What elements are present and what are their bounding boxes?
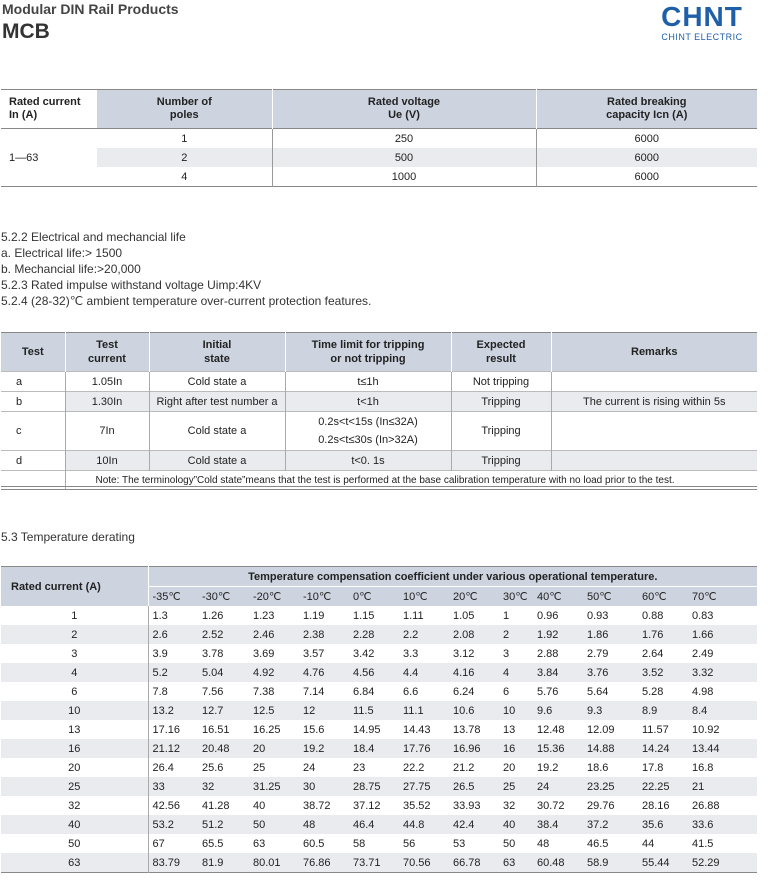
test-current: 1.30In [65,392,149,412]
coefficient-cell: 76.86 [299,853,349,873]
test-current: 7In [65,412,149,451]
coefficient-cell: 14.88 [583,739,638,758]
initial-state: Cold state a [149,412,285,451]
initial-state: Cold state a [149,451,285,471]
coefficient-cell: 10 [499,701,533,720]
coefficient-cell: 50 [503,837,516,850]
header-compensation: Temperature compensation coefficient under various operational temperature. [148,567,757,587]
coefficient-cell: 83.79 [148,853,198,873]
header-rated-current: Rated current (A) [1,567,148,607]
coefficient-cell: 44.8 [399,815,449,834]
coefficient-cell: 9.3 [583,701,638,720]
coefficient-cell: 7.38 [253,685,275,698]
coefficient-cell: 63 [499,853,533,873]
table-row [1,720,757,739]
coefficient-cell: 23.25 [583,777,638,796]
rated-current-value: 1—63 [1,129,97,187]
section-line: 5.2.3 Rated impulse withstand voltage Uimp:4KV [1,278,262,292]
coefficient-cell: 25 [253,761,266,774]
coefficient-cell: 20 [249,739,299,758]
coefficient-cell: 2.52 [198,625,249,644]
coefficient-cell: 5.76 [537,685,559,698]
coefficient-cell: 2.08 [449,625,499,644]
coefficient-cell: 33.6 [688,815,757,834]
coefficient-cell: 26.88 [692,799,720,812]
header-expected-result: Expected result [451,333,551,372]
coefficient-cell: 40 [499,815,533,834]
coefficient-cell: 37.12 [353,799,381,812]
coefficient-cell: 3.9 [152,647,168,660]
coefficient-cell: 18.4 [349,739,399,758]
coefficient-cell: 2.2 [399,625,449,644]
coefficient-cell: 41.28 [202,799,230,812]
rated-current-cell: 40 [1,815,148,834]
coefficient-cell: 15.36 [533,739,583,758]
header-poles: Number of poles [97,90,272,129]
rated-current-cell: 25 [1,777,148,796]
coefficient-cell: 33 [148,777,198,796]
coefficient-cell: 2.6 [148,625,198,644]
coefficient-cell: 4.4 [399,663,449,682]
coefficient-cell: 53 [453,837,466,850]
coefficient-cell: 1.15 [353,609,375,622]
rated-current-cell: 2 [1,625,148,644]
coefficient-cell: 67 [152,837,165,850]
rated-current-cell: 50 [1,834,148,853]
test-id: c [1,412,65,451]
coefficient-cell: 16 [499,739,533,758]
header-rated-current: Rated current In (A) [1,90,97,129]
initial-state: Right after test number a [149,392,285,412]
rated-current-cell: 16 [1,739,148,758]
section-line: a. Electrical life:> 1500 [1,246,123,260]
temp-header: 20℃ [449,587,499,607]
rated-current-cell: 13 [1,720,148,739]
temp-header: 30℃ [499,587,533,607]
derating-body [1,606,757,873]
coefficient-cell: 29.76 [587,799,615,812]
coefficient-cell: 8.9 [638,701,688,720]
capacity-cell: 6000 [536,167,757,187]
coefficient-cell: 38.72 [303,799,331,812]
coefficient-cell: 1.76 [638,625,688,644]
coefficient-cell: 3.52 [638,663,688,682]
remarks [551,451,757,471]
table-row [1,606,757,625]
coefficient-cell: 20.48 [198,739,249,758]
poles-cell: 4 [181,170,188,183]
remarks [551,372,757,392]
double-rule [1,486,757,490]
coefficient-cell: 16.25 [253,723,281,736]
coefficient-cell: 51.2 [198,815,249,834]
temp-header: 0℃ [349,587,399,607]
table-row [1,644,757,663]
rated-current-cell: 20 [1,758,148,777]
coefficient-cell: 26.4 [152,761,174,774]
coefficient-cell: 3.84 [533,663,583,682]
rated-current-cell: 3 [1,644,148,663]
coefficient-cell: 10.6 [449,701,499,720]
coefficient-cell: 22.25 [638,777,688,796]
header-test: Test [1,333,65,372]
table-row [1,167,757,187]
section-line: 5.2.4 (28-32)℃ ambient temperature over-current protection features. [1,294,372,308]
derating-header-row [1,567,757,587]
logo-wordmark: CHNT [661,1,743,32]
table-row [1,796,757,815]
coefficient-cell: 6.6 [403,685,419,698]
table-row [1,625,757,644]
coefficient-cell: 2.88 [537,647,559,660]
coefficient-cell: 3.42 [353,647,375,660]
coefficient-cell: 14.43 [403,723,431,736]
table-row [1,834,757,853]
coefficient-cell: 11.57 [642,723,669,736]
coefficient-cell: 31.25 [249,777,299,796]
table-row [1,682,757,701]
coefficient-cell: 5.64 [587,685,609,698]
table-row [1,853,757,873]
coefficient-cell: 32 [198,777,249,796]
category-title: Modular DIN Rail Products [2,1,179,17]
coefficient-cell: 0.93 [587,609,609,622]
header-initial-state: Initial state [149,333,285,372]
test-id: d [1,451,65,471]
expected-result: Tripping [451,451,551,471]
test-current: 10In [65,451,149,471]
poles-cell: 1 [181,132,188,145]
coefficient-cell: 42.56 [152,799,181,812]
table-row [1,451,757,471]
coefficient-cell: 1.66 [688,625,757,644]
remarks [551,412,757,451]
test-table-header [1,333,757,372]
coefficient-cell: 24 [303,761,316,774]
table-row [1,777,757,796]
coefficient-cell: 21.12 [148,739,198,758]
coefficient-cell: 33.93 [453,799,481,812]
coefficient-cell: 2.64 [642,647,664,660]
coefficient-cell: 2.79 [587,647,609,660]
coefficient-cell: 2.49 [692,647,714,660]
coefficient-cell: 60.48 [533,853,583,873]
section-line: 5.2.2 Electrical and mechancial life [1,230,186,244]
time-limit-line: 0.2s<t<15s (In≤32A) [318,416,418,428]
header-test-current: Test current [65,333,149,372]
table-row [1,739,757,758]
coefficient-cell: 7.8 [152,685,168,698]
temp-header: 50℃ [583,587,638,607]
table-row [1,815,757,834]
coefficient-cell: 15.6 [303,723,325,736]
coefficient-cell: 3.12 [453,647,475,660]
ratings-table [1,89,757,187]
coefficient-cell: 25 [499,777,533,796]
coefficient-cell: 48 [537,837,550,850]
time-limit: t≤1h [285,372,451,392]
coefficient-cell: 4.76 [299,663,349,682]
test-id: a [1,372,65,392]
coefficient-cell: 4.16 [449,663,499,682]
coefficient-cell: 12.48 [537,723,565,736]
coefficient-cell: 18.6 [587,761,609,774]
coefficient-cell: 12 [299,701,349,720]
coefficient-cell: 1 [503,609,510,622]
temp-header: -10℃ [299,587,349,607]
coefficient-cell: 16.8 [692,761,714,774]
table-row [1,129,757,149]
coefficient-cell: 44 [642,837,655,850]
header-voltage: Rated voltage Ue (V) [272,90,536,129]
coefficient-cell: 35.6 [638,815,688,834]
coefficient-cell: 3.57 [303,647,325,660]
coefficient-cell: 10.92 [692,723,720,736]
time-limit [285,412,451,451]
ratings-table-header [1,90,757,129]
coefficient-cell: 21.2 [453,761,475,774]
remarks: The current is rising within 5s [551,392,757,412]
coefficient-cell: 30.72 [537,799,565,812]
initial-state: Cold state a [149,372,285,392]
rated-current-cell: 32 [1,796,148,815]
product-title: MCB [2,20,50,43]
coefficient-cell: 58 [353,837,366,850]
coefficient-cell: 81.9 [198,853,249,873]
coefficient-cell: 6 [503,685,510,698]
coefficient-cell: 25.6 [202,761,224,774]
coefficient-cell: 41.5 [692,837,714,850]
coefficient-cell: 11.5 [349,701,399,720]
temp-header: -35℃ [148,587,198,607]
coefficient-cell: 13.44 [688,739,757,758]
coefficient-cell: 22.2 [403,761,425,774]
coefficient-cell: 13.2 [148,701,198,720]
header-time-limit: Time limit for tripping or not tripping [285,333,451,372]
coefficient-cell: 7.56 [202,685,224,698]
capacity-cell: 6000 [536,129,757,149]
rated-current-cell: 1 [1,606,148,625]
coefficient-cell: 4.56 [349,663,399,682]
coefficient-cell: 1.26 [202,609,224,622]
coefficient-cell: 70.56 [399,853,449,873]
coefficient-cell: 1.23 [253,609,275,622]
table-note: Note: The terminology”Cold state”means that the test is performed at the base calibration temperature with no load prior to the test. [65,471,757,490]
coefficient-cell: 2 [499,625,533,644]
time-limit-line: 0.2s<t≤30s (In>32A) [318,434,418,446]
test-current: 1.05In [65,372,149,392]
coefficient-cell: 5.2 [148,663,198,682]
coefficient-cell: 42.4 [449,815,499,834]
coefficient-cell: 55.44 [638,853,688,873]
coefficient-cell: 4.92 [249,663,299,682]
table-row [1,392,757,412]
coefficient-cell: 17.8 [642,761,664,774]
coefficient-cell: 2.38 [299,625,349,644]
coefficient-cell: 1.11 [403,609,424,622]
rated-current-cell: 6 [1,682,148,701]
temp-header: 10℃ [399,587,449,607]
coefficient-cell: 60.5 [303,837,325,850]
coefficient-cell: 63 [253,837,266,850]
coefficient-cell: 27.75 [399,777,449,796]
coefficient-cell: 21 [688,777,757,796]
voltage-cell: 1000 [272,167,536,187]
coefficient-cell: 53.2 [148,815,198,834]
coefficient-cell: 46.5 [587,837,609,850]
coefficient-cell: 3.69 [253,647,275,660]
coefficient-cell: 0.88 [642,609,664,622]
coefficient-cell: 2.46 [249,625,299,644]
poles-cell: 2 [97,148,272,167]
coefficient-cell: 40 [253,799,266,812]
expected-result: Tripping [451,412,551,451]
temperature-derating-table [1,566,757,873]
coefficient-cell: 12.5 [249,701,299,720]
rated-current-cell: 10 [1,701,148,720]
logo-subtitle: CHINT ELECTRIC [661,32,743,42]
coefficient-cell: 14.95 [353,723,381,736]
coefficient-cell: 3 [503,647,510,660]
coefficient-cell: 3.78 [202,647,224,660]
coefficient-cell: 5.04 [198,663,249,682]
coefficient-cell: 73.71 [349,853,399,873]
coefficient-cell: 3.3 [403,647,419,660]
coefficient-cell: 4 [499,663,533,682]
capacity-cell: 6000 [536,148,757,167]
coefficient-cell: 6.84 [353,685,375,698]
coefficient-cell: 26.5 [449,777,499,796]
coefficient-cell: 1.92 [533,625,583,644]
coefficient-cell: 19.2 [537,761,559,774]
coefficient-cell: 3.76 [583,663,638,682]
section-5-3-title: 5.3 Temperature derating [1,530,135,544]
coefficient-cell: 19.2 [299,739,349,758]
coefficient-cell: 48 [299,815,349,834]
coefficient-cell: 1.19 [303,609,325,622]
table-row [1,372,757,392]
rated-current-cell: 63 [1,853,148,873]
coefficient-cell: 6.24 [453,685,475,698]
section-line: b. Mechancial life:>20,000 [1,262,141,276]
expected-result: Not tripping [451,372,551,392]
test-id: b [1,392,65,412]
coefficient-cell: 11.1 [399,701,449,720]
voltage-cell: 500 [272,148,536,167]
coefficient-cell: 9.6 [533,701,583,720]
temp-header: 70℃ [688,587,757,607]
coefficient-cell: 12.7 [198,701,249,720]
coefficient-cell: 38.4 [533,815,583,834]
section-5-2-2 [1,229,371,309]
coefficient-cell: 37.2 [583,815,638,834]
coefficient-cell: 30 [299,777,349,796]
overcurrent-test-table [1,332,757,489]
coefficient-cell: 28.16 [642,799,670,812]
table-row [1,701,757,720]
coefficient-cell: 8.4 [688,701,757,720]
voltage-cell: 250 [272,129,536,149]
coefficient-cell: 3.32 [688,663,757,682]
table-row [1,412,757,451]
temp-header: -20℃ [249,587,299,607]
table-row [1,663,757,682]
coefficient-cell: 66.78 [449,853,499,873]
coefficient-cell: 56 [403,837,416,850]
coefficient-cell: 16.96 [449,739,499,758]
coefficient-cell: 35.52 [403,799,431,812]
temp-header: 60℃ [638,587,688,607]
coefficient-cell: 80.01 [249,853,299,873]
coefficient-cell: 1.3 [152,609,168,622]
coefficient-cell: 58.9 [583,853,638,873]
coefficient-cell: 46.4 [349,815,399,834]
coefficient-cell: 1.05 [453,609,475,622]
table-row [1,758,757,777]
coefficient-cell: 52.29 [688,853,757,873]
coefficient-cell: 0.83 [692,609,714,622]
coefficient-cell: 1.86 [583,625,638,644]
coefficient-cell: 7.14 [303,685,325,698]
coefficient-cell: 16.51 [202,723,230,736]
page-header [0,0,769,50]
temp-header: 40℃ [533,587,583,607]
rated-current-cell: 4 [1,663,148,682]
coefficient-cell: 4.98 [692,685,714,698]
coefficient-cell: 14.24 [638,739,688,758]
coefficient-cell: 65.5 [202,837,224,850]
coefficient-cell: 50 [249,815,299,834]
coefficient-cell: 20 [503,761,516,774]
coefficient-cell: 12.09 [587,723,615,736]
coefficient-cell: 17.76 [399,739,449,758]
coefficient-cell: 5.28 [642,685,664,698]
time-limit: t<0. 1s [285,451,451,471]
header-capacity: Rated breaking capacity Icn (A) [536,90,757,129]
coefficient-cell: 24 [533,777,583,796]
coefficient-cell: 2.28 [349,625,399,644]
time-limit: t<1h [285,392,451,412]
expected-result: Tripping [451,392,551,412]
coefficient-cell: 17.16 [152,723,181,736]
coefficient-cell: 13.78 [453,723,481,736]
coefficient-cell: 13 [503,723,516,736]
chint-logo [647,2,757,42]
coefficient-cell: 23 [353,761,366,774]
coefficient-cell: 0.96 [537,609,559,622]
coefficient-cell: 28.75 [349,777,399,796]
temp-header: -30℃ [198,587,249,607]
coefficient-cell: 32 [503,799,516,812]
table-row [1,148,757,167]
header-remarks: Remarks [551,333,757,372]
